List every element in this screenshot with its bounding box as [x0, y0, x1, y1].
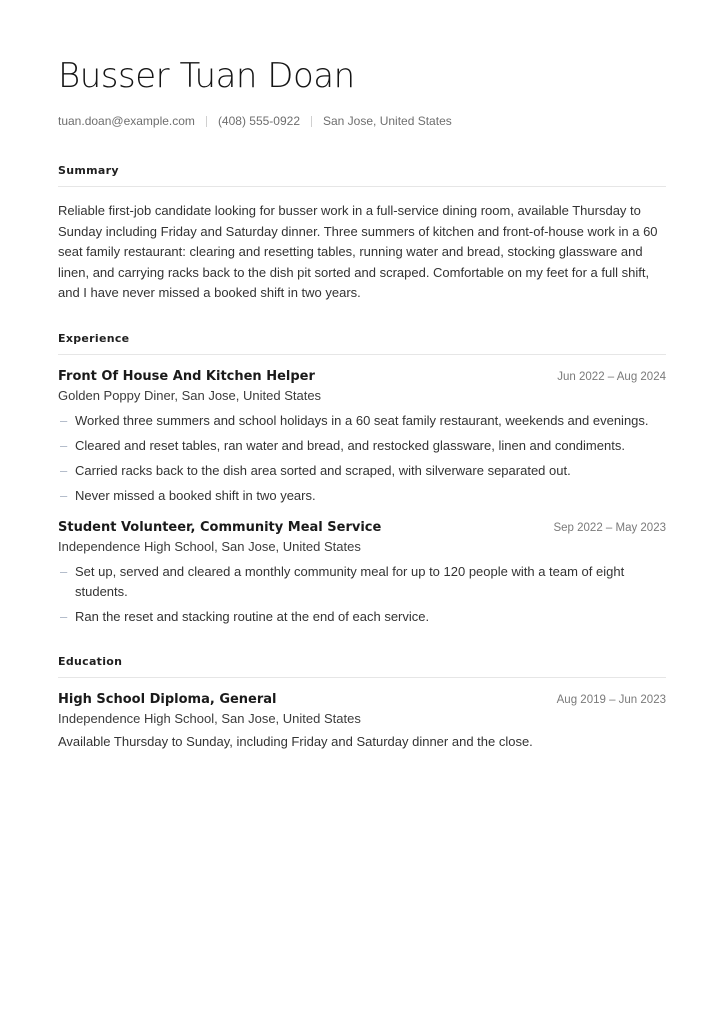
- job-bullets: [58, 562, 666, 627]
- summary-text: Reliable first-job candidate looking for busser work in a full-service dining room, available Thursday to Sunday including Friday and Saturday dinner. Three summers of kitchen and front-of-house work in a 60 seat family restaurant: clearing and resetting tables, running water and bread, stocking glassware and linen, and carrying racks back to the dish pit sorted and scraped. Comfortable on my feet for a full shift, and I have never missed a booked shift in two years.: [58, 203, 658, 301]
- job-employer: Golden Poppy Diner, San Jose, United States: [58, 387, 322, 403]
- bullet-dash: –: [60, 437, 68, 453]
- contact-email[interactable]: tuan.doan@example.com: [58, 114, 195, 128]
- section-heading-experience: Experience: [58, 332, 666, 355]
- job-bullets: [58, 411, 666, 506]
- bullet-dash: –: [60, 462, 68, 478]
- summary-section: [58, 164, 666, 304]
- contact-location: San Jose, United States: [323, 114, 452, 128]
- bullet-text: Carried racks back to the dish area sorted and scraped, with silverware separated out.: [75, 462, 571, 478]
- bullet-dash: –: [60, 563, 68, 579]
- job-title: Student Volunteer, Community Meal Service: [58, 519, 382, 535]
- bullet-dash: –: [60, 412, 68, 428]
- contact-divider: [206, 116, 207, 127]
- bullet-item: [58, 562, 666, 602]
- job-dates: Sep 2022 – May 2023: [553, 521, 666, 534]
- bullet-item: [58, 436, 666, 456]
- contact-phone[interactable]: (408) 555-0922: [217, 114, 300, 128]
- bullet-text: Worked three summers and school holidays in a 60 seat family restaurant, weekends and evenings.: [75, 412, 649, 428]
- job-title: Front Of House And Kitchen Helper: [58, 368, 315, 384]
- job-employer: Independence High School, San Jose, United States: [58, 538, 361, 554]
- education-section: [58, 655, 666, 749]
- school-name: Independence High School, San Jose, United States: [58, 710, 361, 726]
- bullet-text: Ran the reset and stacking routine at the end of each service.: [75, 608, 430, 624]
- education-entry: [58, 692, 666, 749]
- bullet-item: [58, 461, 666, 481]
- degree-title: High School Diploma, General: [58, 691, 277, 707]
- bullet-dash: –: [60, 487, 68, 503]
- bullet-item: [58, 607, 666, 627]
- contact-divider: [311, 116, 312, 127]
- entry-header: [58, 692, 666, 707]
- bullet-text: Cleared and reset tables, ran water and bread, and restocked glassware, linen and condiments.: [75, 437, 625, 453]
- availability-note: Available Thursday to Sunday, including Friday and Saturday dinner and the close.: [58, 733, 533, 749]
- section-heading-summary: Summary: [58, 164, 666, 187]
- bullet-item: [58, 486, 666, 506]
- experience-entry: [58, 520, 666, 627]
- education-dates: Aug 2019 – Jun 2023: [556, 693, 666, 706]
- bullet-text: Set up, served and cleared a monthly community meal for up to 120 people with a team of eight students.: [75, 563, 625, 599]
- bullet-text: Never missed a booked shift in two years.: [75, 487, 316, 503]
- experience-entry: [58, 369, 666, 506]
- entry-header: [58, 520, 666, 535]
- experience-section: [58, 332, 666, 627]
- contact-line: [58, 114, 666, 128]
- candidate-name: Busser Tuan Doan: [58, 56, 355, 96]
- bullet-item: [58, 411, 666, 431]
- section-heading-education: Education: [58, 655, 666, 678]
- bullet-dash: –: [60, 608, 68, 624]
- entry-header: [58, 369, 666, 384]
- job-dates: Jun 2022 – Aug 2024: [557, 370, 666, 383]
